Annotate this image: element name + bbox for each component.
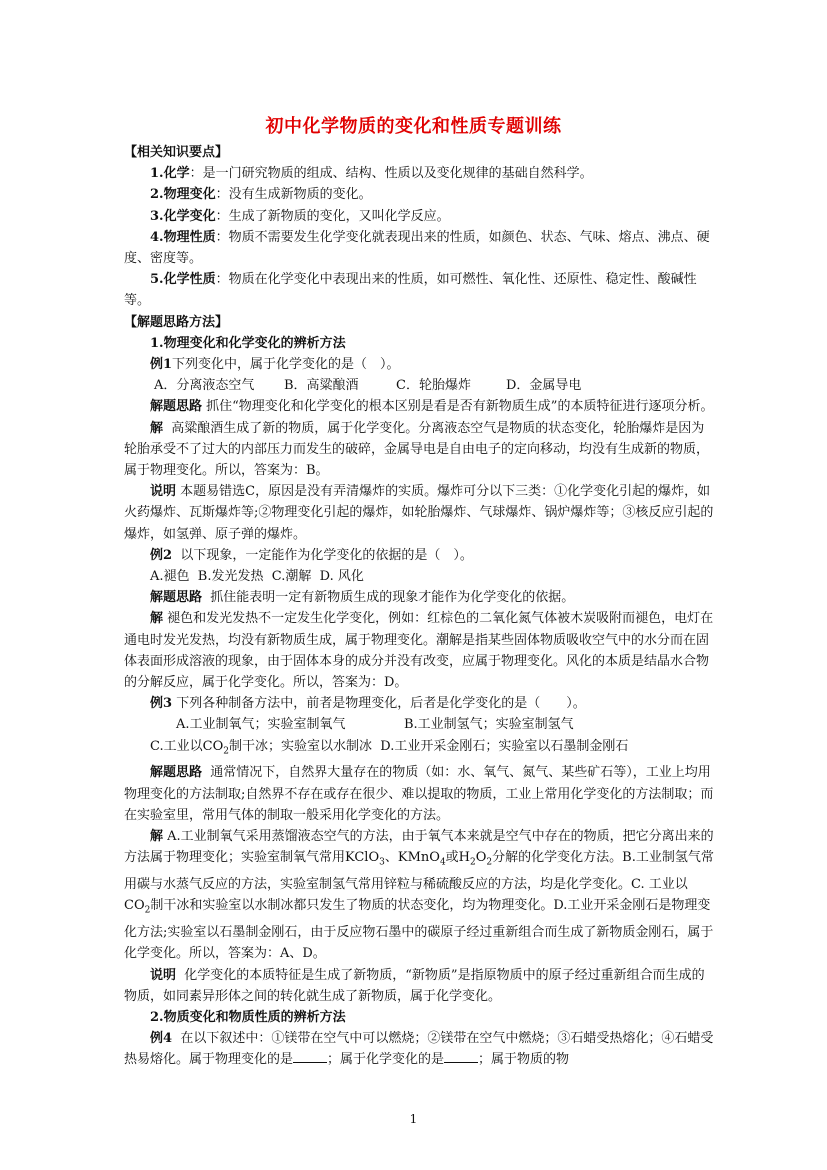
option-d: D. 风化 bbox=[319, 569, 364, 585]
example-1-question bbox=[124, 354, 714, 375]
solution-text: 、KMnO bbox=[384, 850, 440, 866]
note-label: 说明 bbox=[150, 484, 177, 500]
answer-blank[interactable] bbox=[293, 1050, 327, 1063]
example-3-solution bbox=[124, 826, 714, 964]
example-2-question bbox=[124, 545, 714, 566]
option-b: B．高粱酿酒 bbox=[284, 378, 359, 394]
option-a: A.褪色 bbox=[150, 569, 190, 585]
solution-label: 解 bbox=[150, 829, 164, 845]
approach-label: 解题思路 bbox=[150, 765, 203, 781]
example-1-solution bbox=[124, 418, 714, 482]
subscript: 2 bbox=[144, 905, 151, 916]
approach-label: 解题思路 bbox=[150, 399, 203, 415]
question-text: ；属于物质的物 bbox=[478, 1052, 570, 1068]
method-heading-1: 1.物理变化和化学变化的辨析方法 bbox=[150, 335, 346, 351]
example-label: 例1 bbox=[150, 357, 173, 373]
example-2-approach bbox=[124, 587, 714, 608]
subscript: 2 bbox=[223, 746, 229, 757]
term-label: 1.化学 bbox=[150, 166, 190, 182]
example-3-approach bbox=[124, 762, 714, 826]
option-a: A．分离液态空气 bbox=[154, 378, 255, 394]
subscript: 3 bbox=[379, 857, 385, 868]
example-label: 例2 bbox=[150, 547, 173, 563]
option-c-text: 制干冰；实验室以水制冰 bbox=[228, 738, 372, 754]
example-2-solution bbox=[124, 608, 714, 693]
approach-text: 通常情况下，自然界大量存在的物质（如：水、氧气、氮气、某些矿石等），工业上均用物理变化的方法制取;自然界不存在或存在很少、难以提取的物质，工业上常用化学变化的方法制取；而在实验室里，常用气体的制取一般采用化学变化的方法。 bbox=[124, 765, 714, 823]
term-label: 3.化学变化 bbox=[150, 208, 216, 224]
solution-text: 褪色和发光发热不一定发生化学变化，例如：红棕色的二氧化氮气体被木炭吸附而褪色，电灯在通电时发光发热，均没有新物质生成，属于物理变化。潮解是指某些固体物质吸收空气中的水分而在固体表面形成溶液的现象，由于固体本身的成分并没有改变，应属于物理变化。风化的本质是结晶水合物的分解反应，属于化学变化。所以，答案为：D。 bbox=[124, 611, 714, 691]
method-heading-2: 2.物质变化和物质性质的辨析方法 bbox=[150, 1009, 346, 1025]
page-number: 1 bbox=[409, 1112, 418, 1126]
question-text: ；属于化学变化的是 bbox=[327, 1052, 445, 1068]
term-definition: ：物质不需要发生化学变化就表现出来的性质，如颜色、状态、气味、熔点、沸点、硬度、密度等。 bbox=[124, 229, 710, 267]
answer-blank[interactable] bbox=[444, 1050, 478, 1063]
knowledge-point-1 bbox=[124, 163, 714, 184]
term-definition: ：物质在化学变化中表现出来的性质，如可燃性、氧化性、还原性、稳定性、酸碱性等。 bbox=[124, 272, 697, 309]
note-text: 化学变化的本质特征是生成了新物质，“新物质”是指原物质中的原子经过重新组合而生成的物质，如同素异形体之间的转化就生成了新物质，属于化学变化。 bbox=[124, 967, 705, 1004]
option-c-text: C.工业以CO bbox=[150, 738, 224, 754]
solution-text: A.工业制氧气采用蒸馏液态空气的方法，由于氧气本来就是空气中存在的物质，把它分离出来的方法属于物理变化；实验室制氧气常用KClO bbox=[124, 829, 714, 866]
option-c: C.潮解 bbox=[271, 569, 312, 585]
example-label: 例4 bbox=[150, 1031, 173, 1047]
note-text: 本题易错选C，原因是没有弄清爆炸的实质。爆炸可分以下三类：①化学变化引起的爆炸，如火药爆炸、瓦斯爆炸等;②物理变化引起的爆炸，如轮胎爆炸、气球爆炸、锅炉爆炸等；③核反应引起的爆炸，如氢弹、原子弹的爆炸。 bbox=[124, 484, 714, 542]
example-3-options-cd bbox=[124, 736, 714, 763]
section-heading-knowledge: 【相关知识要点】 bbox=[124, 145, 229, 160]
subscript: 2 bbox=[470, 857, 476, 868]
solution-text: 分解的化学变化方法。B.工业制氢气常用碳与水蒸气反应的方法，实验室制氢气常用锌粒与稀硫酸反应的方法，均是化学变化。C. 工业以CO bbox=[124, 850, 714, 914]
example-3-question bbox=[124, 693, 714, 714]
option-c: C．轮胎爆炸 bbox=[396, 378, 471, 394]
solution-text: 制干冰和实验室以水制冰都只发生了物质的状态变化，均为物理变化。D.工业开采金刚石是物理变化方法;实验室以石墨制金刚石，由于反应物石墨中的碳原子经过重新组合而生成了新物质金刚石，属于化学变化。所以，答案为：A、D。 bbox=[124, 898, 714, 962]
question-text: 在以下叙述中：①镁带在空气中可以燃烧；②镁带在空气中燃烧；③石蜡受热熔化；④石蜡受热易熔化。属于物理变化的是 bbox=[124, 1031, 714, 1068]
section-heading-methods: 【解题思路方法】 bbox=[124, 314, 229, 330]
term-label: 2.物理变化 bbox=[150, 187, 216, 203]
question-text: 以下现象，一定能作为化学变化的依据的是（ ）。 bbox=[180, 547, 473, 563]
solution-label: 解 bbox=[150, 420, 164, 436]
document-title: 初中化学物质的变化和性质专题训练 bbox=[265, 116, 562, 137]
term-definition: ：没有生成新物质的变化。 bbox=[215, 187, 372, 203]
term-definition: ：是一门研究物质的组成、结构、性质以及变化规律的基础自然科学。 bbox=[189, 166, 593, 182]
option-b: B.发光发热 bbox=[197, 569, 264, 585]
solution-text: 高粱酿酒生成了新的物质，属于化学变化。分离液态空气是物质的状态变化，轮胎爆炸是因为轮胎承受不了过大的内部压力而发生的破碎，金属导电是自由电子的定向移动，均没有生成新的物质，属于物理变化。所以，答案为：B。 bbox=[124, 420, 710, 479]
example-4-question bbox=[124, 1028, 714, 1070]
solution-text: O bbox=[475, 850, 487, 866]
note-label: 说明 bbox=[150, 967, 177, 983]
option-d: D．金属导电 bbox=[506, 378, 582, 394]
knowledge-point-5 bbox=[124, 269, 714, 311]
example-1-note bbox=[124, 481, 714, 545]
question-text: 下列变化中，属于化学变化的是（ ）。 bbox=[172, 357, 400, 373]
approach-text: 抓住能表明一定有新物质生成的现象才能作为化学变化的依据。 bbox=[210, 590, 575, 606]
term-label: 5.化学性质 bbox=[150, 272, 216, 288]
option-b: B.工业制氢气；实验室制氢气 bbox=[404, 717, 574, 733]
knowledge-point-2 bbox=[124, 184, 714, 205]
solution-text: 或H bbox=[445, 850, 471, 866]
option-d: D.工业开采金刚石；实验室以石墨制金刚石 bbox=[380, 738, 629, 754]
knowledge-point-3 bbox=[124, 206, 714, 227]
subscript: 4 bbox=[439, 857, 446, 868]
term-definition: ：生成了新物质的变化，又叫化学反应。 bbox=[215, 208, 450, 224]
example-2-options bbox=[124, 566, 714, 587]
subscript: 2 bbox=[486, 857, 493, 868]
solution-label: 解 bbox=[150, 611, 164, 627]
option-c bbox=[150, 738, 372, 757]
option-a: A.工业制氧气；实验室制氧气 bbox=[176, 717, 346, 733]
example-1-options bbox=[124, 375, 714, 396]
example-1-approach bbox=[124, 396, 714, 417]
question-text: 下列各种制备方法中，前者是物理变化，后者是化学变化的是（ ）。 bbox=[176, 696, 586, 712]
example-3-note bbox=[124, 965, 714, 1007]
approach-text: 抓住“物理变化和化学变化的根本区别是看是否有新物质生成”的本质特征进行逐项分析。 bbox=[206, 399, 714, 415]
example-3-options-ab bbox=[124, 714, 714, 735]
knowledge-point-4 bbox=[124, 227, 714, 269]
term-label: 4.物理性质 bbox=[150, 229, 216, 245]
example-label: 例3 bbox=[150, 696, 173, 712]
document-body bbox=[124, 142, 714, 1071]
approach-label: 解题思路 bbox=[150, 590, 203, 606]
